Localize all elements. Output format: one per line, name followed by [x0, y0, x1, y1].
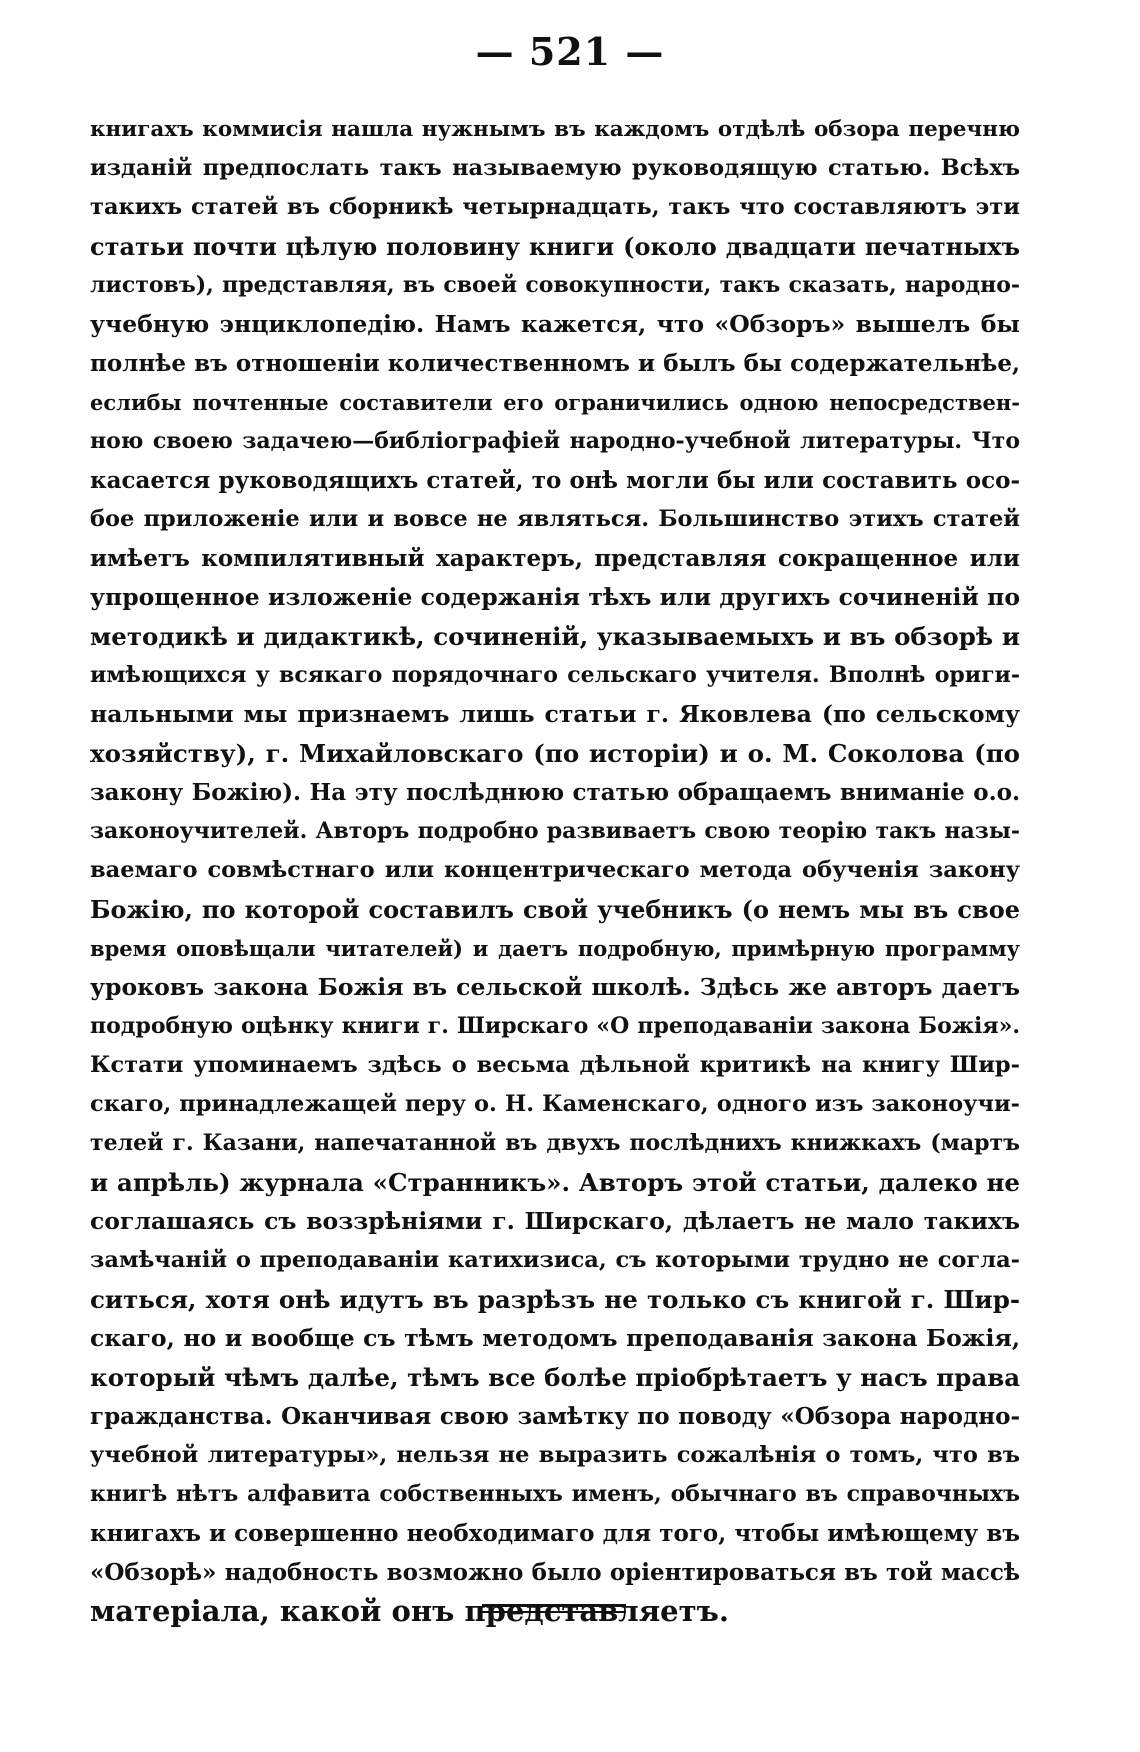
text-line: гражданства. Оканчивая свою замѣтку по поводу «Обзора народно-	[90, 1403, 1020, 1430]
text-line: «Обзорѣ» надобность возможно было оріентироваться въ той массѣ	[90, 1559, 1020, 1586]
text-line: имѣющихся у всякаго порядочнаго сельскаго учителя. Вполнѣ ориги-	[90, 662, 1020, 688]
text-line: ваемаго совмѣстнаго или концентрическаго метода обученія закону	[90, 857, 1020, 883]
text-line: нальными мы признаемъ лишь статьи г. Яковлева (по сельскому	[90, 700, 1020, 728]
text-line: книгахъ коммисія нашла нужнымъ въ каждомъ отдѣлѣ обзора перечню	[90, 117, 1020, 142]
text-line: скаго, принадлежащей перу о. Н. Каменскаго, одного изъ законоучи-	[90, 1091, 1020, 1117]
text-line: методикѣ и дидактикѣ, сочиненій, указываемыхъ и въ обзорѣ и	[90, 622, 1020, 651]
section-divider-thin	[482, 1611, 626, 1613]
text-line: упрощенное изложеніе содержанія тѣхъ или другихъ сочиненій по	[90, 583, 1020, 611]
text-line: учебную энциклопедію. Намъ кажется, что «Обзоръ» вышелъ бы	[90, 310, 1020, 338]
text-line: такихъ статей въ сборникѣ четырнадцать, такъ что составляютъ эти	[90, 194, 1020, 220]
text-line: изданій предпослать такъ называемую руководящую статью. Всѣхъ	[90, 155, 1020, 181]
text-line: время оповѣщали читателей) и даетъ подробную, примѣрную программу	[90, 936, 1020, 961]
text-line: закону Божію). На эту послѣднюю статью обращаемъ вниманіе о.о.	[90, 779, 1020, 806]
text-line: имѣетъ компилятивный характеръ, представляя сокращенное или	[90, 545, 1020, 572]
text-line: Божію, по которой составилъ свой учебникъ (о немъ мы въ свое	[90, 895, 1020, 924]
text-line: бое приложеніе или и вовсе не являться. Большинство этихъ статей	[90, 506, 1020, 532]
text-line: подробную оцѣнку книги г. Ширскаго «О преподаваніи закона Божія».	[90, 1013, 1020, 1039]
text-line: замѣчаній о преподаваніи катихизиса, съ которыми трудно не согла-	[90, 1247, 1020, 1273]
text-line: соглашаясь съ воззрѣніями г. Ширскаго, дѣлаетъ не мало такихъ	[90, 1207, 1020, 1235]
text-line: ною своею задачею—библіографіей народно-учебной литературы. Что	[90, 428, 1020, 454]
text-line: который чѣмъ далѣе, тѣмъ все болѣе пріобрѣтаетъ у насъ права	[90, 1363, 1020, 1392]
text-line: законоучителей. Авторъ подробно развиваетъ свою теорію такъ назы-	[90, 818, 1020, 844]
text-line: статьи почти цѣлую половину книги (около двадцати печатныхъ	[90, 232, 1020, 261]
text-line: касается руководящихъ статей, то онѣ могли бы или составить осо-	[90, 467, 1020, 494]
text-line: скаго, но и вообще съ тѣмъ методомъ преподаванія закона Божія,	[90, 1324, 1020, 1352]
text-line: листовъ), представляя, въ своей совокупности, такъ сказать, народно-	[90, 272, 1020, 298]
text-line: ситься, хотя онѣ идутъ въ разрѣзъ не только съ книгой г. Шир-	[90, 1285, 1020, 1314]
section-divider	[482, 1604, 626, 1607]
text-line: хозяйству), г. Михайловскаго (по исторіи) и о. М. Соколова (по	[90, 739, 1020, 768]
text-line: уроковъ закона Божія въ сельской школѣ. Здѣсь же авторъ даетъ	[90, 973, 1020, 1001]
text-line: и апрѣль) журнала «Странникъ». Авторъ этой статьи, далеко не	[90, 1168, 1020, 1197]
text-line: полнѣе въ отношеніи количественномъ и былъ бы содержательнѣе,	[90, 350, 1020, 377]
text-line: Кстати упоминаемъ здѣсь о весьма дѣльной критикѣ на книгу Шир-	[90, 1052, 1020, 1078]
text-line: еслибы почтенные составители его ограничились одною непосредствен-	[90, 390, 1020, 415]
text-line: матеріала, какой онъ представляетъ.	[90, 1594, 729, 1628]
text-line: книгахъ и совершенно необходимаго для того, чтобы имѣющему въ	[90, 1520, 1020, 1547]
text-line: книгѣ нѣтъ алфавита собственныхъ именъ, обычнаго въ справочныхъ	[90, 1481, 1020, 1507]
text-line: телей г. Казани, напечатанной въ двухъ послѣднихъ книжкахъ (мартъ	[90, 1130, 1020, 1156]
page-number: — 521 —	[475, 29, 665, 74]
text-line: учебной литературы», нельзя не выразить сожалѣнія о томъ, что въ	[90, 1442, 1020, 1468]
body-text	[90, 110, 1020, 1631]
